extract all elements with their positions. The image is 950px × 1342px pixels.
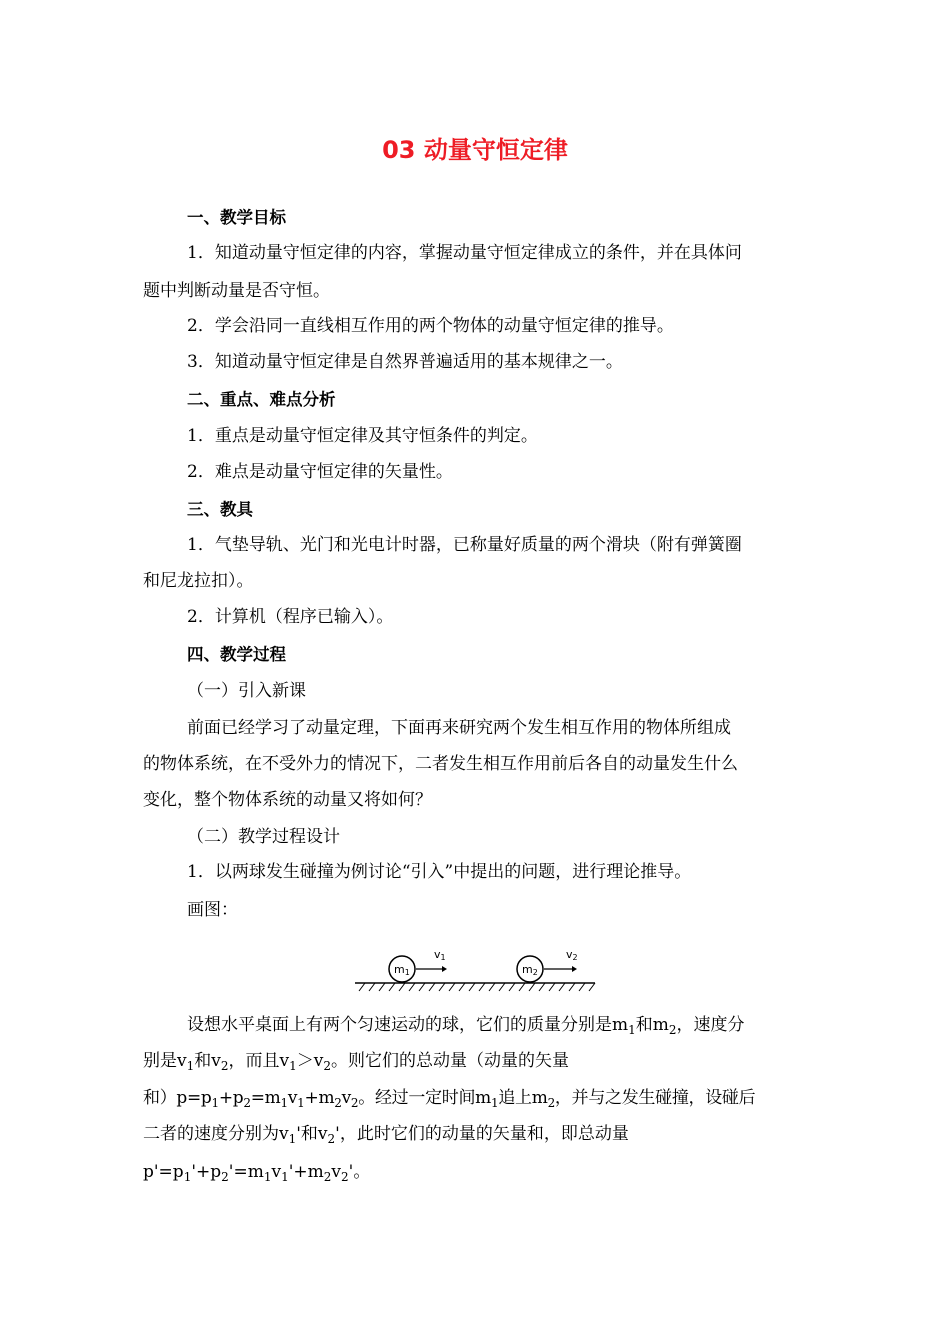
paragraph-line: 1．以两球发生碰撞为例讨论“引入”中提出的问题，进行理论推导。 <box>187 862 692 882</box>
paragraph-line: $p'=p_1'+p_2'=m_1v_1'+m_2v_2'$。 <box>143 1162 371 1184</box>
paragraph-line: 设想水平桌面上有两个匀速运动的球，它们的质量分别是$m_1$和$m_2$，速度分 <box>187 1015 745 1037</box>
document-title: 03 动量守恒定律 <box>382 136 568 164</box>
section-heading-teaching-process: 四、教学过程 <box>187 645 286 664</box>
paragraph-line: 2．难点是动量守恒定律的矢量性。 <box>187 462 453 482</box>
section-heading-key-points: 二、重点、难点分析 <box>187 390 336 409</box>
paragraph-line: 别是$v_1$和$v_2$，而且$v_1>v_2$。则它们的总动量（动量的矢量 <box>143 1051 569 1073</box>
ball-m2-label: m2 <box>522 963 538 977</box>
section-heading-objectives: 一、教学目标 <box>187 208 286 227</box>
paragraph-line: 1．重点是动量守恒定律及其守恒条件的判定。 <box>187 426 538 446</box>
paragraph-line: 和尼龙拉扣）。 <box>143 571 254 591</box>
ball-m1-label: m1 <box>394 963 410 977</box>
paragraph-line: 画图： <box>187 900 238 920</box>
v2-label: v2 <box>566 948 578 962</box>
hatch-marks <box>359 983 595 991</box>
paragraph-line: 1．知道动量守恒定律的内容，掌握动量守恒定律成立的条件，并在具体问 <box>187 243 742 263</box>
paragraph-line: 3．知道动量守恒定律是自然界普遍适用的基本规律之一。 <box>187 352 623 372</box>
paragraph-line: 1．气垫导轨、光门和光电计时器，已称量好质量的两个滑块（附有弹簧圈 <box>187 535 742 555</box>
paragraph-line: 2．学会沿同一直线相互作用的两个物体的动量守恒定律的推导。 <box>187 316 674 336</box>
paragraph-line: 和）$p=p_1+p_2=m_1v_1+m_2v_2$。经过一定时间$m_1$追上$m_2$，并与之发生碰撞，设碰后 <box>143 1088 756 1110</box>
arrow-v1-head <box>442 966 447 972</box>
paragraph-line: 前面已经学习了动量定理，下面再来研究两个发生相互作用的物体所组成 <box>187 718 731 738</box>
section-heading-teaching-aids: 三、教具 <box>187 500 253 519</box>
collision-diagram <box>350 945 600 997</box>
subsection-heading: （一）引入新课 <box>187 681 306 701</box>
paragraph-line: 的物体系统，在不受外力的情况下，二者发生相互作用前后各自的动量发生什么 <box>143 754 738 774</box>
paragraph-line: 题中判断动量是否守恒。 <box>143 281 330 301</box>
subsection-heading: （二）教学过程设计 <box>187 827 340 847</box>
paragraph-line: 二者的速度分别为$v_1'$和$v_2'$，此时它们的动量的矢量和，即总动量 <box>143 1124 629 1146</box>
arrow-v2-head <box>572 966 577 972</box>
paragraph-line: 2．计算机（程序已输入）。 <box>187 607 394 627</box>
v1-label: v1 <box>434 948 446 962</box>
paragraph-line: 变化，整个物体系统的动量又将如何？ <box>143 790 432 810</box>
